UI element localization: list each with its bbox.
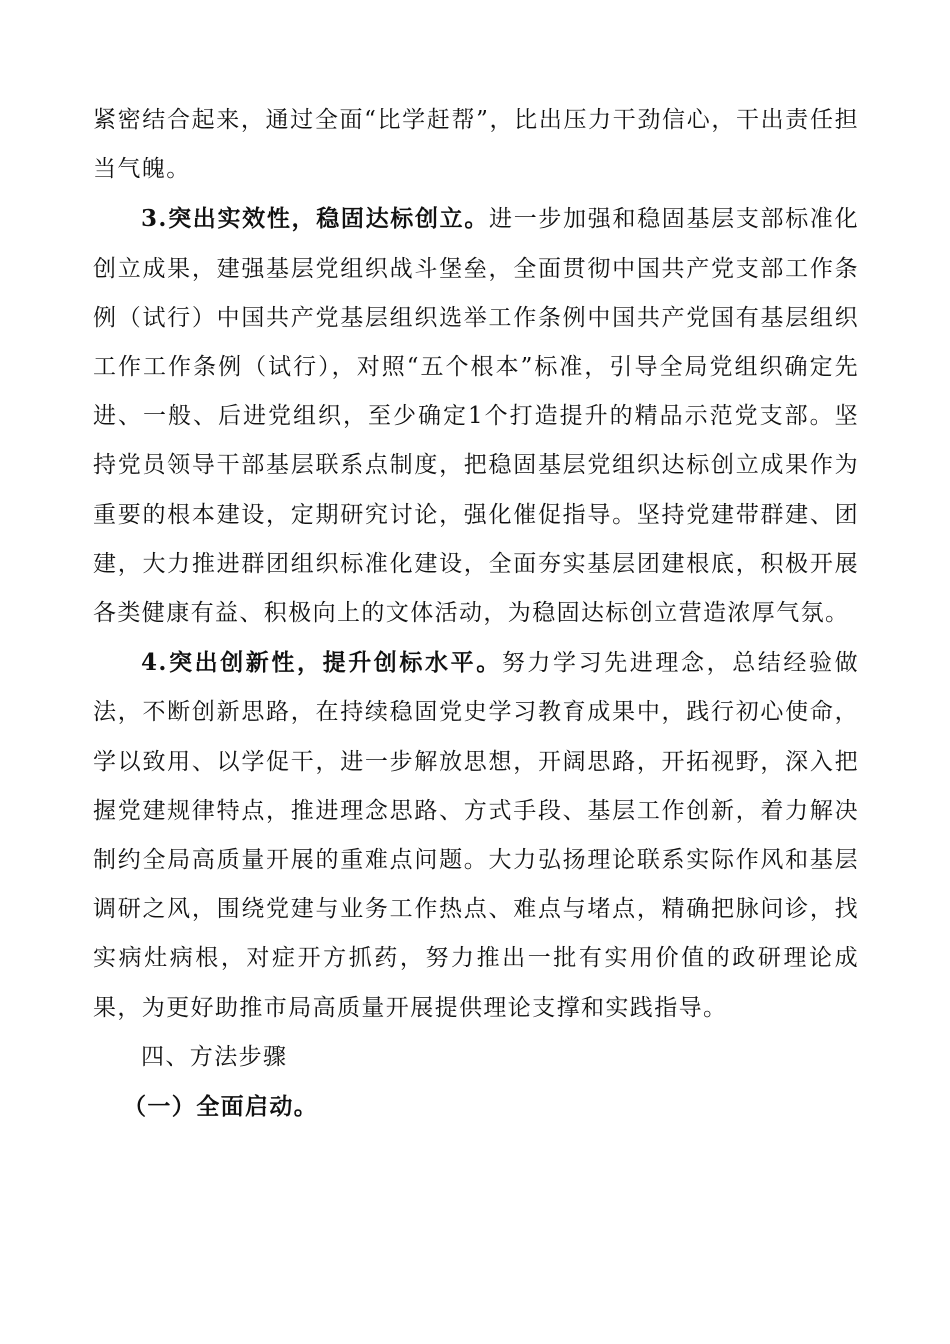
paragraph-text: 努力学习先进理念，总结经验做法，不断创新思路，在持续稳固党史学习教育成果中，践行初心使命，学以致用、以学促干，进一步解放思想，开阔思路，开拓视野，深入把握党建规律特点，推进理念思路、方式手段、基层工作创新，着力解决制约全局高质量开展的重难点问题。大力弘扬理论联系实际作风和基层调研之风，围绕党建与业务工作热点、难点与堵点，精确把脉问诊，找实病灶病根，对症开方抓药，努力推出一批有实用价值的政研理论成果，为更好助推市局高质量开展提供理论支撑和实践指导。: [93, 650, 860, 1021]
paragraph-text: 进一步加强和稳固基层支部标准化创立成果，建强基层党组织战斗堡垒，全面贯彻中国共产党支部工作条例（试行）中国共产党基层组织选举工作条例中国共产党国有基层组织工作工作条例（试行），对照“五个根本”标准，引导全局党组织确定先进、一般、后进党组织，至少确定1个打造提升的精品示范党支部。坚持党员领导干部基层联系点制度，把稳固基层党组织达标创立成果作为重要的根本建设，定期研究讨论，强化催促指导。坚持党建带群建、团建，大力推进群团组织标准化建设，全面夯实基层团建根底，积极开展各类健康有益、积极向上的文体活动，为稳固达标创立营造浓厚气氛。: [93, 206, 860, 627]
paragraph-continuation: [93, 96, 859, 194]
paragraph-item-4: [93, 638, 859, 1033]
paragraph-lead: 4.突出创新性，提升创标水平。: [141, 649, 502, 677]
paragraph-lead: 3.突出实效性，稳固达标创立。: [141, 205, 490, 233]
section-heading: 四、方法步骤: [141, 1043, 288, 1070]
paragraph-text: 紧密结合起来，通过全面“比学赶帮”，比出压力干劲信心，干出责任担当气魄。: [93, 107, 859, 183]
sub-heading: （一）全面启动。: [123, 1093, 319, 1121]
document-body: [93, 96, 859, 1131]
paragraph-item-3: [93, 194, 859, 638]
